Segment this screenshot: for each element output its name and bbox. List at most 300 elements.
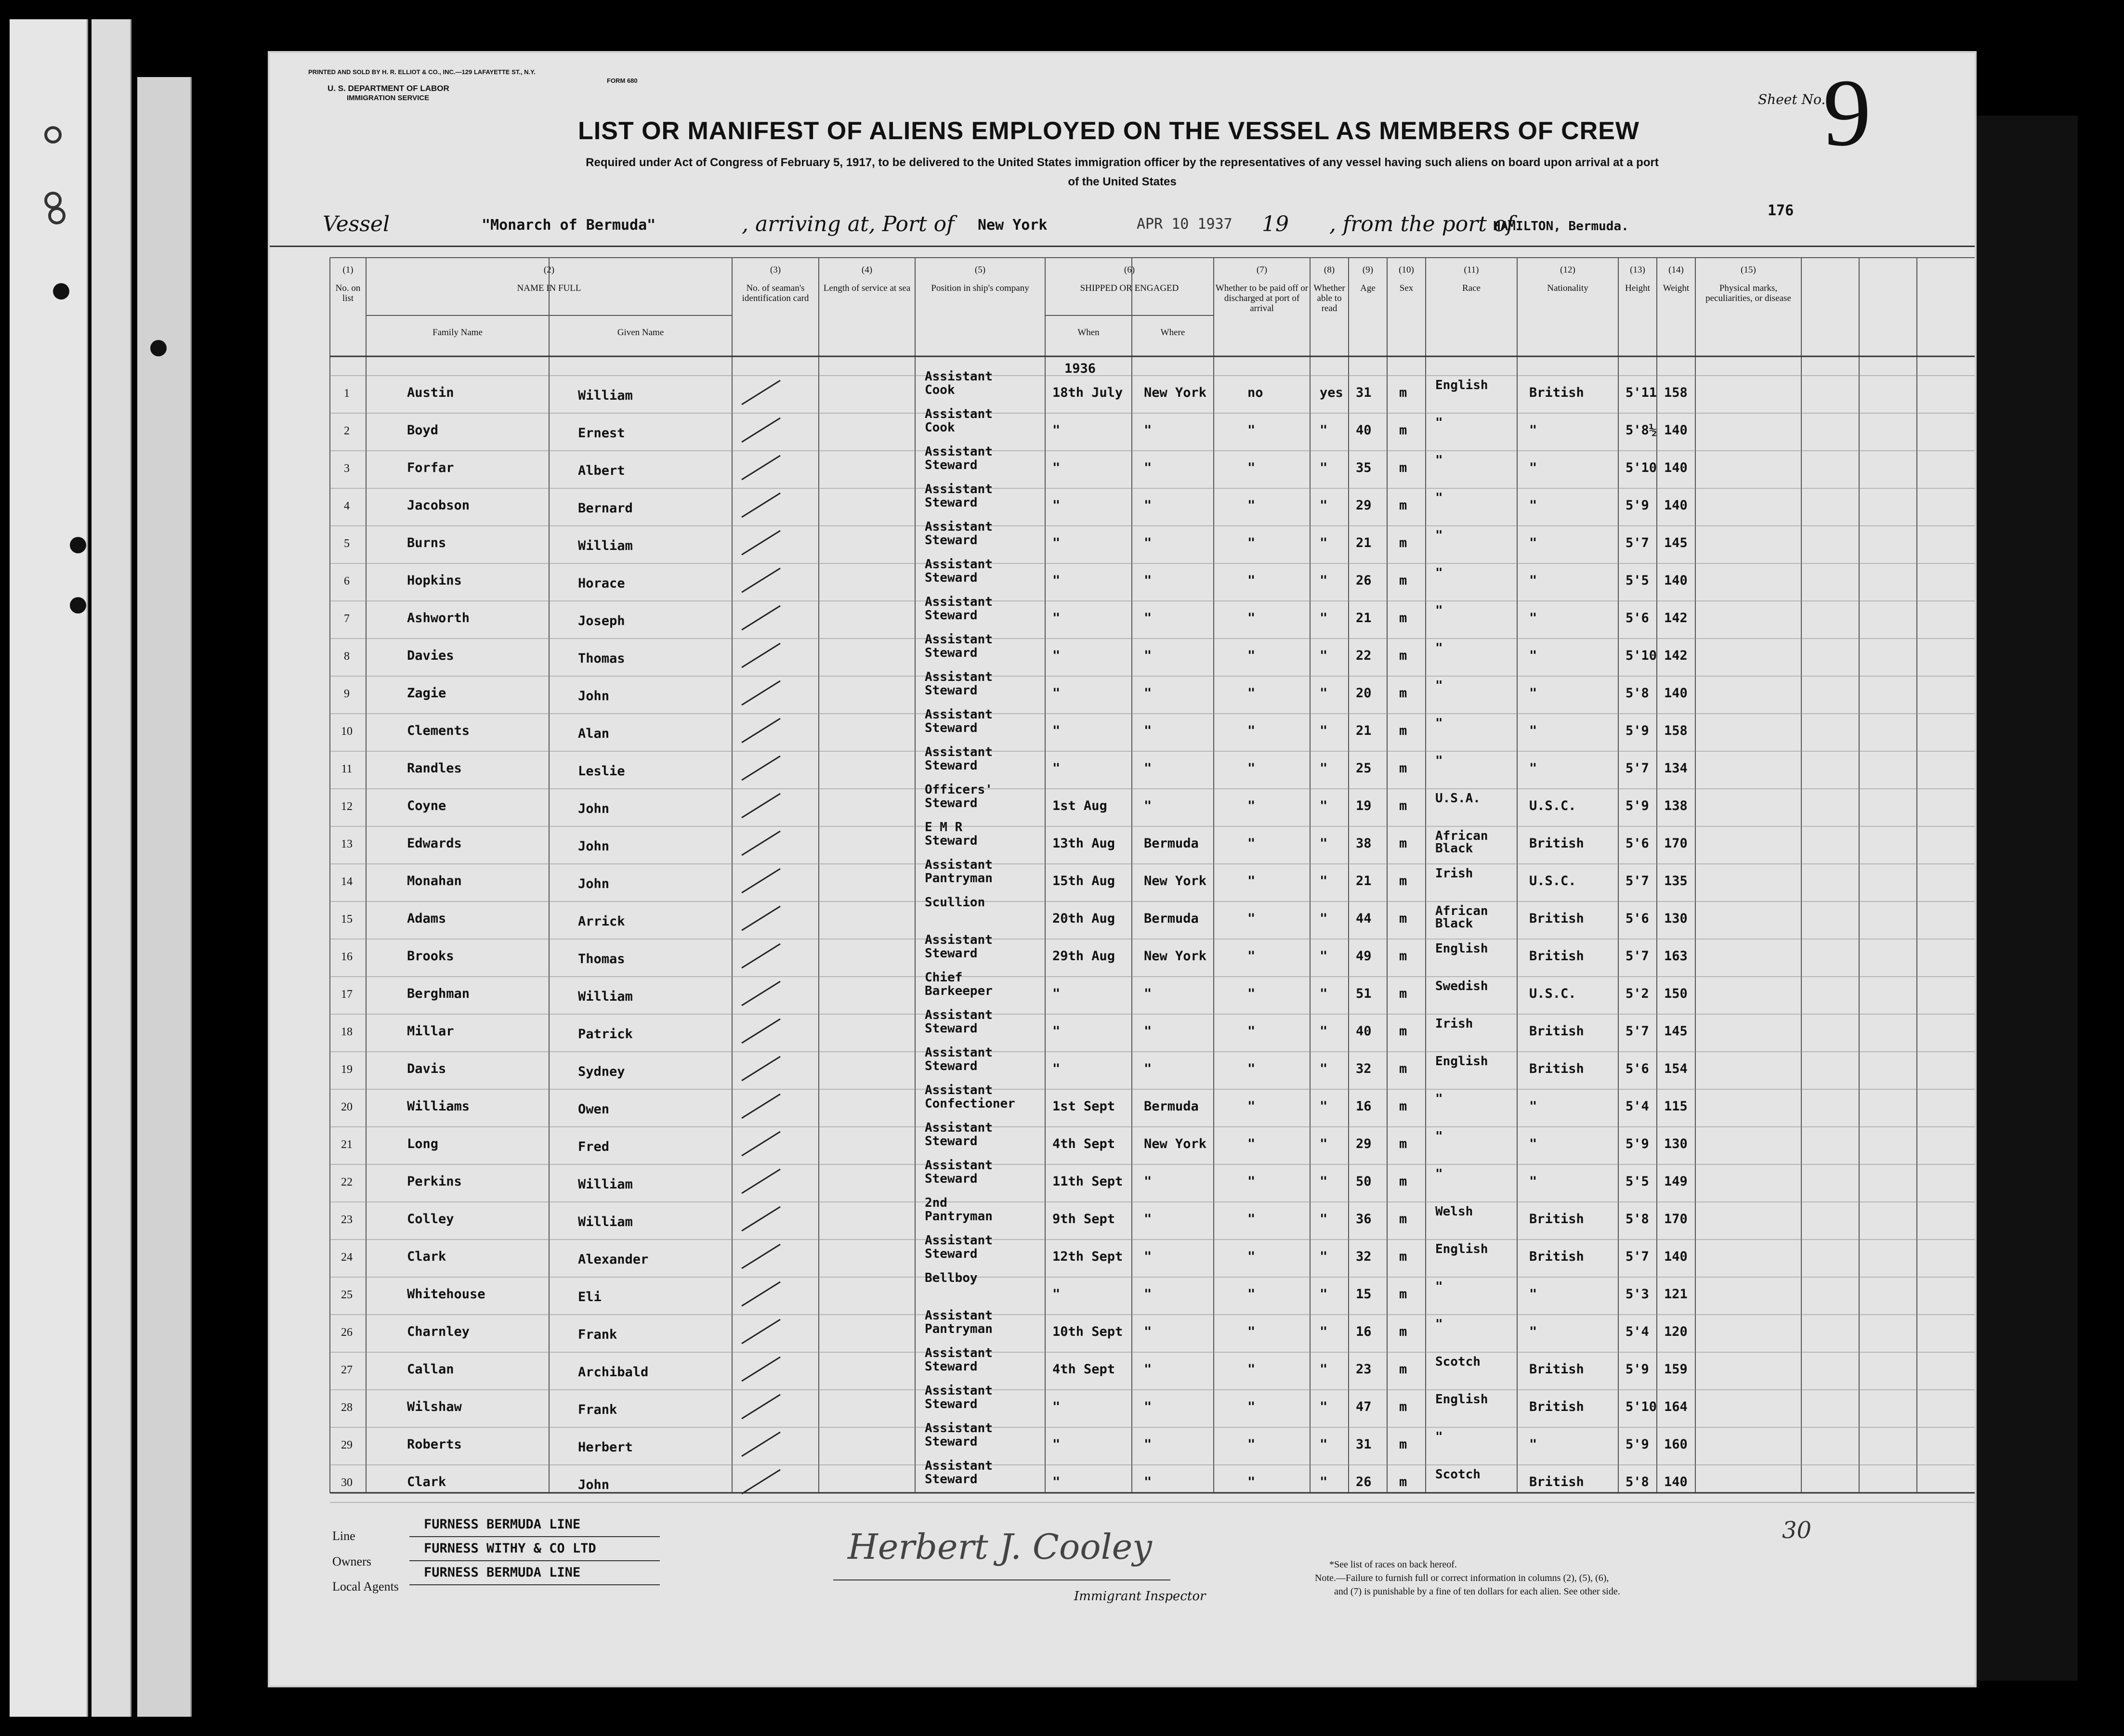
given-name: Bernard [578, 501, 633, 516]
column-subheader: Where [1160, 327, 1185, 338]
shipped-where: " [1144, 1475, 1152, 1489]
card-check-mark [742, 456, 780, 480]
paid-off: " [1247, 911, 1256, 926]
row-number: 6 [344, 575, 350, 587]
row-number: 21 [341, 1138, 353, 1151]
given-name: William [578, 538, 633, 553]
shipped-when: 11th Sept [1052, 1174, 1123, 1189]
given-name: John [578, 876, 610, 891]
age: 21 [1356, 535, 1372, 550]
race-note: *See list of races on back hereof. [1329, 1559, 1457, 1570]
position-line-1: Bellboy [925, 1271, 978, 1285]
row-number: 14 [341, 875, 353, 888]
given-name: John [578, 689, 610, 704]
age: 47 [1356, 1399, 1372, 1414]
inspector-signature: Herbert J. Cooley [848, 1527, 1152, 1567]
age: 16 [1356, 1099, 1372, 1114]
shipped-where: " [1144, 986, 1152, 1001]
card-check-mark [742, 1169, 780, 1193]
column-number: (15) [1741, 265, 1756, 275]
family-name: Clements [407, 723, 470, 738]
penalty-note: Note.—Failure to furnish full or correct information in columns (2), (5), (6), [1315, 1573, 1609, 1583]
paid-off: " [1247, 498, 1256, 513]
shipped-when: 29th Aug [1052, 949, 1115, 964]
shipped-where: " [1144, 1061, 1152, 1076]
card-check-mark [742, 531, 780, 555]
sex: m [1399, 836, 1407, 851]
shipped-where: New York [1144, 874, 1207, 888]
shipped-where: " [1144, 423, 1152, 438]
column-header: Length of service at sea [823, 283, 911, 293]
family-name: Jacobson [407, 498, 470, 513]
column-header: Age [1360, 283, 1376, 293]
sex: m [1399, 1024, 1407, 1039]
column-number: (13) [1630, 265, 1645, 275]
row-number: 30 [341, 1476, 353, 1489]
race: African [1435, 829, 1488, 843]
paid-off: " [1247, 460, 1256, 475]
race: " [1435, 528, 1443, 543]
owners-value: FURNESS WITHY & CO LTD [424, 1541, 596, 1556]
given-name: Sydney [578, 1064, 625, 1079]
departure-port: HAMILTON, Bermuda. [1493, 219, 1629, 234]
position-line-2: Confectioner [925, 1096, 1015, 1111]
able-to-read: " [1320, 611, 1328, 626]
position-line-2: Steward [925, 1397, 978, 1411]
sex: m [1399, 611, 1407, 626]
height: 5'9 [1626, 1437, 1649, 1452]
height: 5'10 [1626, 1399, 1657, 1414]
race-line-2: Black [1435, 916, 1473, 931]
height: 5'8 [1626, 686, 1649, 701]
height: 5'7 [1626, 535, 1649, 550]
given-name: Thomas [578, 952, 625, 966]
paid-off: " [1247, 1024, 1256, 1039]
family-name: Roberts [407, 1437, 462, 1452]
shipped-when: " [1052, 648, 1061, 663]
height: 5'8½ [1626, 423, 1657, 438]
race: " [1435, 1092, 1443, 1106]
shipped-when: " [1052, 611, 1061, 626]
nationality: " [1529, 761, 1537, 776]
form-number: FORM 680 [607, 77, 638, 84]
row-number: 25 [341, 1289, 353, 1301]
shipped-where: New York [1144, 385, 1207, 400]
column-number: (8) [1324, 265, 1335, 275]
race: " [1435, 679, 1443, 693]
line-value: FURNESS BERMUDA LINE [424, 1517, 581, 1532]
card-check-mark [742, 606, 780, 630]
paid-off: " [1247, 1174, 1256, 1189]
shipped-when: " [1052, 686, 1061, 701]
weight: 158 [1664, 723, 1688, 738]
given-name: Joseph [578, 613, 625, 628]
card-check-mark [742, 681, 780, 705]
race: " [1435, 1129, 1443, 1144]
given-name: Frank [578, 1402, 617, 1417]
given-name: John [578, 1477, 610, 1492]
shipped-when: " [1052, 761, 1061, 776]
shipped-where: " [1144, 498, 1152, 513]
able-to-read: " [1320, 648, 1328, 663]
binder-hole [44, 126, 62, 144]
paid-off: " [1247, 648, 1256, 663]
card-check-mark [742, 568, 780, 592]
column-number: (10) [1399, 265, 1414, 275]
weight: 142 [1664, 648, 1688, 663]
able-to-read: " [1320, 1475, 1328, 1489]
arrival-port: New York [978, 217, 1048, 234]
height: 5'7 [1626, 1249, 1649, 1264]
age: 25 [1356, 761, 1372, 776]
able-to-read: " [1320, 686, 1328, 701]
row-number: 28 [341, 1401, 353, 1414]
family-name: Williams [407, 1099, 470, 1114]
card-check-mark [742, 1319, 780, 1344]
age: 35 [1356, 460, 1372, 475]
column-number: (12) [1560, 265, 1575, 275]
sex: m [1399, 1399, 1407, 1414]
shipped-when: 1st Sept [1052, 1099, 1115, 1114]
family-name: Randles [407, 761, 462, 776]
binder-hole [70, 597, 86, 613]
paid-off: " [1247, 423, 1256, 438]
card-check-mark [742, 1094, 780, 1118]
row-number: 20 [341, 1101, 353, 1113]
sex: m [1399, 1099, 1407, 1114]
age: 40 [1356, 423, 1372, 438]
position-line-1: Assistant [925, 1233, 993, 1248]
card-check-mark [742, 1019, 780, 1043]
able-to-read: " [1320, 498, 1328, 513]
count-note: 30 [1782, 1517, 1812, 1544]
race: Irish [1435, 1017, 1473, 1031]
shipped-when: " [1052, 573, 1061, 588]
sex: m [1399, 949, 1407, 964]
shipped-where: Bermuda [1144, 911, 1199, 926]
sex: m [1399, 1061, 1407, 1076]
sex: m [1399, 1136, 1407, 1151]
card-check-mark [742, 718, 780, 743]
row-number: 23 [341, 1214, 353, 1226]
agents-label: Local Agents [332, 1579, 399, 1593]
able-to-read: " [1320, 986, 1328, 1001]
sex: m [1399, 1212, 1407, 1227]
sex: m [1399, 498, 1407, 513]
family-name: Clark [407, 1249, 446, 1264]
vessel-name: "Monarch of Bermuda" [482, 217, 656, 234]
able-to-read: " [1320, 423, 1328, 438]
arrival-date-stamp: APR 10 1937 [1137, 216, 1232, 233]
age: 32 [1356, 1249, 1372, 1264]
column-number: (7) [1256, 265, 1268, 275]
race: English [1435, 1242, 1488, 1256]
able-to-read: " [1320, 874, 1328, 888]
row-number: 10 [341, 725, 353, 738]
sex: m [1399, 798, 1407, 813]
weight: 135 [1664, 874, 1688, 888]
able-to-read: " [1320, 1324, 1328, 1339]
column-header: NAME IN FULL [517, 283, 581, 293]
page-edge-strip [137, 77, 192, 1717]
family-name: Whitehouse [407, 1287, 485, 1302]
race: " [1435, 416, 1443, 430]
race: Welsh [1435, 1204, 1473, 1219]
position-line-2: Steward [925, 1359, 978, 1374]
nationality: " [1529, 1324, 1537, 1339]
race: English [1435, 941, 1488, 956]
family-name: Monahan [407, 874, 462, 888]
age: 19 [1356, 798, 1372, 813]
race: " [1435, 1317, 1443, 1331]
shipped-where: " [1144, 460, 1152, 475]
race: U.S.A. [1435, 791, 1481, 806]
age: 15 [1356, 1287, 1372, 1302]
shipped-where: " [1144, 686, 1152, 701]
paid-off: " [1247, 761, 1256, 776]
given-name: Arrick [578, 914, 625, 929]
sex: m [1399, 1174, 1407, 1189]
race: " [1435, 453, 1443, 468]
nationality: " [1529, 423, 1537, 438]
family-name: Brooks [407, 949, 454, 964]
binder-hole [48, 207, 66, 224]
position-line-1: Assistant [925, 1384, 993, 1398]
row-number: 4 [344, 500, 350, 512]
position-line-1: Assistant [925, 369, 993, 384]
position-line-2: Steward [925, 1172, 978, 1186]
form-subtitle-2: of the United States [1068, 175, 1177, 188]
nationality: U.S.C. [1529, 874, 1576, 888]
age: 50 [1356, 1174, 1372, 1189]
position-line-1: Assistant [925, 520, 993, 534]
paid-off: " [1247, 836, 1256, 851]
column-header: Weight [1663, 283, 1690, 293]
shipped-when: " [1052, 1024, 1061, 1039]
shipped-when: 20th Aug [1052, 911, 1115, 926]
shipped-where: " [1144, 1399, 1152, 1414]
age: 21 [1356, 874, 1372, 888]
row-number: 15 [341, 913, 353, 926]
position-line-2: Steward [925, 1021, 978, 1036]
able-to-read: " [1320, 1362, 1328, 1377]
weight: 140 [1664, 1475, 1688, 1489]
sex: m [1399, 911, 1407, 926]
position-line-1: Assistant [925, 933, 993, 947]
shipped-when: " [1052, 986, 1061, 1001]
shipped-when: 15th Aug [1052, 874, 1115, 888]
position-line-1: Assistant [925, 707, 993, 722]
sex: m [1399, 1249, 1407, 1264]
paid-off: " [1247, 573, 1256, 588]
column-number: (9) [1362, 265, 1374, 275]
binder-hole [150, 340, 167, 356]
age: 20 [1356, 686, 1372, 701]
able-to-read: " [1320, 1437, 1328, 1452]
age: 23 [1356, 1362, 1372, 1377]
manifest-sheet [270, 53, 1975, 1685]
given-name: Frank [578, 1327, 617, 1342]
able-to-read: " [1320, 1136, 1328, 1151]
height: 5'10 [1626, 460, 1657, 475]
sex: m [1399, 761, 1407, 776]
sex: m [1399, 1287, 1407, 1302]
page-edge-strip [92, 19, 131, 1717]
family-name: Colley [407, 1212, 454, 1227]
height: 5'8 [1626, 1475, 1649, 1489]
shipped-when: 10th Sept [1052, 1324, 1123, 1339]
family-name: Forfar [407, 460, 454, 475]
able-to-read: " [1320, 836, 1328, 851]
form-subtitle: Required under Act of Congress of February 5, 1917, to be delivered to the United States immigration officer by the representatives of any vessel having such aliens on board upon arrival at a port [586, 156, 1659, 169]
row-number: 11 [341, 763, 353, 775]
shipped-where: " [1144, 1362, 1152, 1377]
given-name: William [578, 1214, 633, 1229]
column-number: (5) [974, 265, 986, 275]
weight: 120 [1664, 1324, 1688, 1339]
weight: 142 [1664, 611, 1688, 626]
weight: 115 [1664, 1099, 1688, 1114]
weight: 138 [1664, 798, 1688, 813]
column-header: Height [1625, 283, 1650, 293]
nationality: British [1529, 1475, 1584, 1489]
column-header: Race [1462, 283, 1481, 293]
height: 5'5 [1626, 1174, 1649, 1189]
position-line-2: Cook [925, 420, 955, 435]
position-line-1: Assistant [925, 1421, 993, 1436]
nationality: British [1529, 911, 1584, 926]
weight: 134 [1664, 761, 1688, 776]
position-line-2: Steward [925, 1247, 978, 1261]
nationality: British [1529, 1212, 1584, 1227]
card-check-mark [742, 1357, 780, 1381]
family-name: Boyd [407, 423, 439, 438]
position-line-2: Steward [925, 458, 978, 472]
shipped-where: " [1144, 1024, 1152, 1039]
sex: m [1399, 874, 1407, 888]
shipped-when: " [1052, 1475, 1061, 1489]
sex: m [1399, 686, 1407, 701]
row-number: 12 [341, 800, 353, 813]
row-number: 1 [344, 387, 350, 400]
height: 5'7 [1626, 874, 1649, 888]
column-header: Whether to be paid off or discharged at port of arrival [1215, 283, 1309, 313]
nationality: " [1529, 611, 1537, 626]
column-subheader: When [1077, 327, 1100, 338]
row-number: 5 [344, 537, 350, 550]
shipped-where: " [1144, 648, 1152, 663]
position-line-2: Steward [925, 1435, 978, 1449]
weight: 130 [1664, 1136, 1688, 1151]
card-check-mark [742, 756, 780, 780]
column-number: (4) [861, 265, 873, 275]
page-edge-right [1975, 116, 2078, 1681]
paid-off: " [1247, 723, 1256, 738]
position-line-1: Assistant [925, 1008, 993, 1022]
given-name: John [578, 839, 610, 854]
position-line-1: Assistant [925, 1308, 993, 1323]
family-name: Hopkins [407, 573, 462, 588]
column-subheader: Family Name [433, 327, 483, 338]
position-line-1: Assistant [925, 1121, 993, 1135]
nationality: British [1529, 1249, 1584, 1264]
shipped-when: " [1052, 1061, 1061, 1076]
age: 31 [1356, 1437, 1372, 1452]
sex: m [1399, 1475, 1407, 1489]
given-name: John [578, 801, 610, 816]
shipped-when: " [1052, 498, 1061, 513]
line-underline [409, 1536, 660, 1537]
given-name: Albert [578, 463, 625, 478]
department-name: U. S. DEPARTMENT OF LABOR [328, 84, 449, 93]
binder-hole [44, 192, 62, 209]
position-line-2: Steward [925, 1472, 978, 1487]
position-line-2: Steward [925, 796, 978, 810]
weight: 150 [1664, 986, 1688, 1001]
weight: 149 [1664, 1174, 1688, 1189]
paid-off: " [1247, 1437, 1256, 1452]
position-line-1: Assistant [925, 407, 993, 421]
nationality: British [1529, 836, 1584, 851]
given-name: Alexander [578, 1252, 649, 1267]
card-check-mark [742, 643, 780, 667]
position-line-2: Steward [925, 834, 978, 848]
paid-off: " [1247, 1362, 1256, 1377]
given-name: Owen [578, 1102, 610, 1117]
column-number: (14) [1668, 265, 1684, 275]
able-to-read: " [1320, 1099, 1328, 1114]
card-check-mark [742, 1432, 780, 1456]
race: African [1435, 904, 1488, 918]
card-check-mark [742, 380, 780, 405]
row-number: 27 [341, 1364, 353, 1376]
service-name: IMMIGRATION SERVICE [347, 94, 430, 102]
row-number: 19 [341, 1063, 353, 1076]
column-header: Position in ship's company [931, 283, 1029, 293]
nationality: " [1529, 1099, 1537, 1114]
weight: 158 [1664, 385, 1688, 400]
weight: 140 [1664, 423, 1688, 438]
shipped-when: " [1052, 460, 1061, 475]
inspector-label: Immigrant Inspector [1074, 1589, 1206, 1604]
family-name: Edwards [407, 836, 462, 851]
position-line-2: Steward [925, 496, 978, 510]
weight: 145 [1664, 1024, 1688, 1039]
paid-off: " [1247, 949, 1256, 964]
race: " [1435, 603, 1443, 618]
card-check-mark [742, 493, 780, 517]
weight: 130 [1664, 911, 1688, 926]
paid-off: " [1247, 611, 1256, 626]
nationality: British [1529, 1399, 1584, 1414]
column-header: Physical marks, peculiarities, or disease [1705, 283, 1791, 303]
row-number: 24 [341, 1251, 353, 1264]
nationality: British [1529, 1061, 1584, 1076]
position-line-1: Chief [925, 970, 963, 985]
position-line-1: Assistant [925, 482, 993, 496]
given-name: William [578, 388, 633, 403]
position-line-2: Cook [925, 383, 955, 397]
paid-off: " [1247, 535, 1256, 550]
position-line-2: Steward [925, 946, 978, 961]
position-line-2: Steward [925, 721, 978, 735]
given-name: Ernest [578, 426, 625, 441]
family-name: Clark [407, 1475, 446, 1489]
nationality: " [1529, 573, 1537, 588]
card-check-mark [742, 1244, 780, 1268]
age: 31 [1356, 385, 1372, 400]
nationality: " [1529, 686, 1537, 701]
